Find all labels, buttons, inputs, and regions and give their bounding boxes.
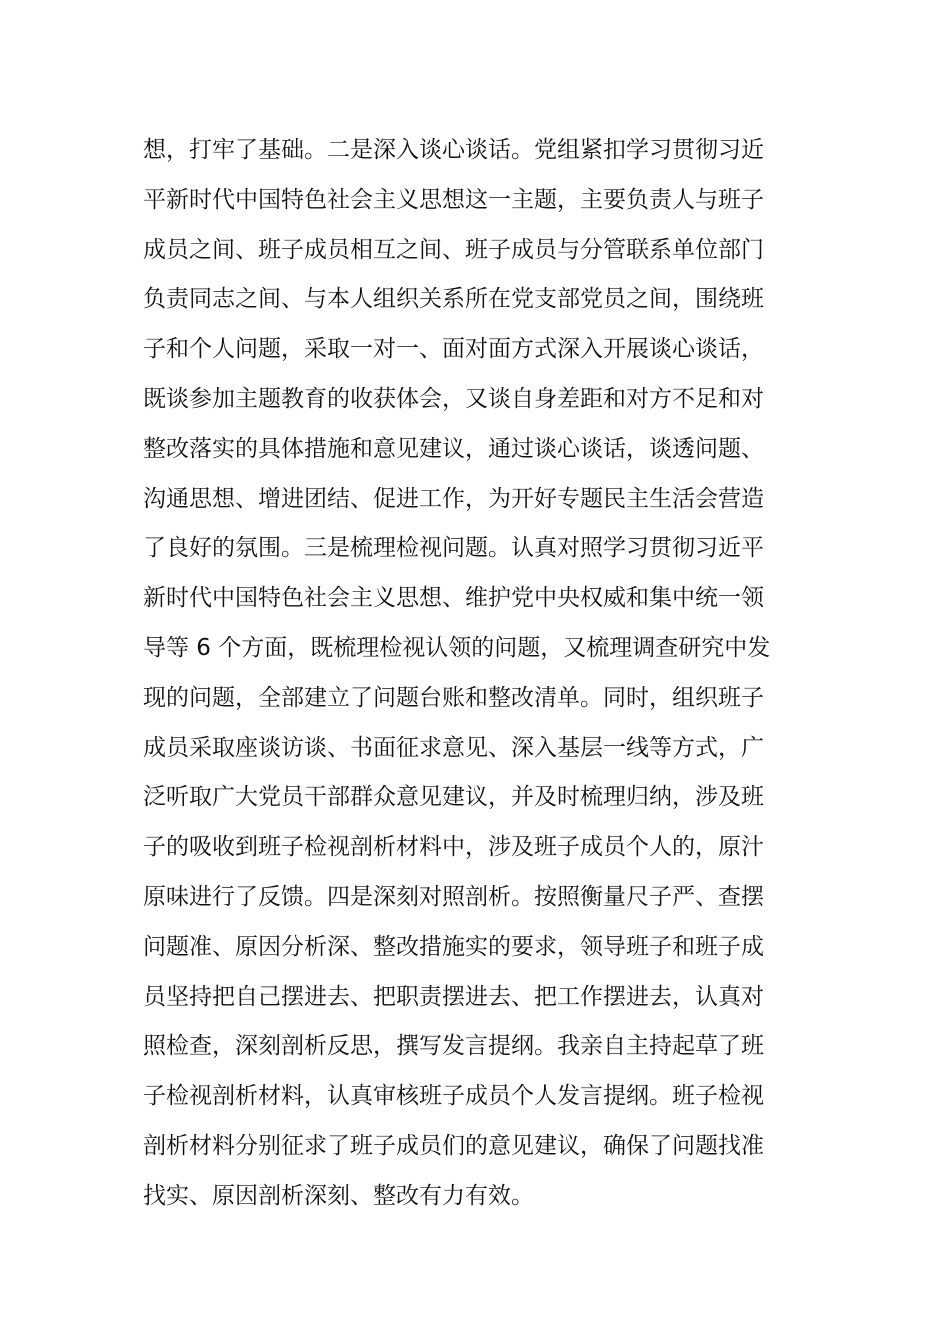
text-line: 导等 6 个方面，既梳理检视认领的问题，又梳理调查研究中发 — [143, 634, 771, 661]
text-line: 原味进行了反馈。四是深刻对照剖析。按照衡量尺子严、查摆 — [143, 883, 764, 910]
text-line: 现的问题，全部建立了问题台账和整改清单。同时，组织班子 — [143, 684, 764, 711]
text-line: 既谈参加主题教育的收获体会，又谈自身差距和对方不足和对 — [143, 385, 764, 412]
text-line: 子检视剖析材料，认真审核班子成员个人发言提纲。班子检视 — [143, 1083, 764, 1110]
text-line: 沟通思想、增进团结、促进工作，为开好专题民主生活会营造 — [143, 485, 764, 512]
text-line: 了良好的氛围。三是梳理检视问题。认真对照学习贯彻习近平 — [143, 535, 764, 562]
text-line: 子的吸收到班子检视剖析材料中，涉及班子成员个人的，原汁 — [143, 834, 764, 861]
text-line: 找实、原因剖析深刻、整改有力有效。 — [143, 1182, 534, 1209]
text-line: 问题准、原因分析深、整改措施实的要求，领导班子和班子成 — [143, 933, 764, 960]
text-line: 照检查，深刻剖析反思，撰写发言提纲。我亲自主持起草了班 — [143, 1033, 764, 1060]
text-line: 负责同志之间、与本人组织关系所在党支部党员之间，围绕班 — [143, 286, 764, 313]
text-line: 成员之间、班子成员相互之间、班子成员与分管联系单位部门 — [143, 236, 764, 263]
text-line: 成员采取座谈访谈、书面征求意见、深入基层一线等方式，广 — [143, 734, 764, 761]
text-line: 员坚持把自己摆进去、把职责摆进去、把工作摆进去，认真对 — [143, 983, 764, 1010]
text-line: 整改落实的具体措施和意见建议，通过谈心谈话，谈透问题、 — [143, 435, 764, 462]
text-line: 泛听取广大党员干部群众意见建议，并及时梳理归纳，涉及班 — [143, 784, 764, 811]
text-line: 平新时代中国特色社会主义思想这一主题，主要负责人与班子 — [143, 186, 764, 213]
text-line: 新时代中国特色社会主义思想、维护党中央权威和集中统一领 — [143, 585, 764, 612]
text-line: 想，打牢了基础。二是深入谈心谈话。党组紧扣学习贯彻习近 — [143, 137, 764, 163]
text-line: 剖析材料分别征求了班子成员们的意见建议，确保了问题找准 — [143, 1132, 764, 1159]
body-paragraph — [143, 126, 803, 1222]
text-line: 子和个人问题，采取一对一、面对面方式深入开展谈心谈话， — [143, 336, 764, 363]
